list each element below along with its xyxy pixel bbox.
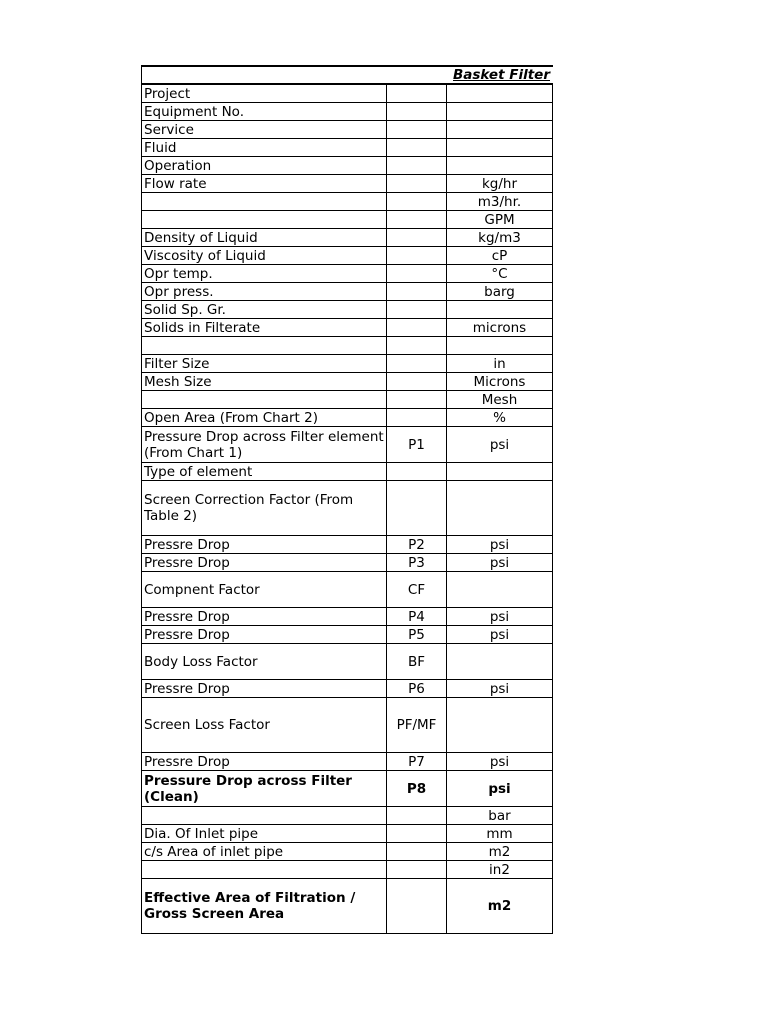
row-symbol-cell[interactable] <box>387 391 447 409</box>
row-label-cell[interactable]: Viscosity of Liquid <box>142 247 387 265</box>
datasheet-row <box>142 391 553 409</box>
row-unit-cell[interactable] <box>447 337 553 355</box>
row-unit-cell[interactable]: % <box>447 409 553 427</box>
row-symbol-cell[interactable] <box>387 825 447 843</box>
datasheet-row <box>142 771 553 807</box>
row-symbol-cell[interactable]: P1 <box>387 427 447 463</box>
row-label-cell[interactable]: Project <box>142 85 387 103</box>
row-unit-cell[interactable] <box>447 121 553 139</box>
row-symbol-cell[interactable] <box>387 319 447 337</box>
row-unit-cell[interactable]: m3/hr. <box>447 193 553 211</box>
row-symbol-cell[interactable]: P5 <box>387 626 447 644</box>
row-label-cell[interactable]: Filter Size <box>142 355 387 373</box>
row-symbol-cell[interactable] <box>387 463 447 481</box>
datasheet-row <box>142 626 553 644</box>
datasheet-row <box>142 825 553 843</box>
datasheet-row <box>142 175 553 193</box>
row-symbol-cell[interactable]: P2 <box>387 536 447 554</box>
row-label-cell[interactable]: Solids in Filterate <box>142 319 387 337</box>
row-label-cell[interactable] <box>142 861 387 879</box>
row-label-cell[interactable]: Opr press. <box>142 283 387 301</box>
datasheet-row <box>142 554 553 572</box>
datasheet-row <box>142 211 553 229</box>
row-label-cell[interactable]: Pressre Drop <box>142 753 387 771</box>
datasheet-row <box>142 463 553 481</box>
row-label-cell[interactable]: Open Area (From Chart 2) <box>142 409 387 427</box>
datasheet-row <box>142 753 553 771</box>
datasheet-row <box>142 373 553 391</box>
row-label-cell[interactable]: Mesh Size <box>142 373 387 391</box>
datasheet-row <box>142 229 553 247</box>
row-unit-cell[interactable] <box>447 644 553 680</box>
row-unit-cell[interactable]: GPM <box>447 211 553 229</box>
row-symbol-cell[interactable] <box>387 283 447 301</box>
row-symbol-cell[interactable] <box>387 879 447 934</box>
row-unit-cell[interactable] <box>447 103 553 121</box>
row-symbol-cell[interactable] <box>387 807 447 825</box>
datasheet-row <box>142 319 553 337</box>
row-unit-cell[interactable]: psi <box>447 753 553 771</box>
datasheet-row <box>142 427 553 463</box>
row-label-cell[interactable]: Type of element <box>142 463 387 481</box>
row-unit-cell[interactable]: kg/m3 <box>447 229 553 247</box>
row-label-cell[interactable] <box>142 807 387 825</box>
row-label-cell[interactable] <box>142 337 387 355</box>
datasheet-row <box>142 265 553 283</box>
datasheet-table <box>141 84 553 934</box>
row-symbol-cell[interactable] <box>387 337 447 355</box>
row-symbol-cell[interactable] <box>387 157 447 175</box>
row-unit-cell[interactable]: bar <box>447 807 553 825</box>
datasheet-row <box>142 337 553 355</box>
datasheet-row <box>142 85 553 103</box>
row-symbol-cell[interactable] <box>387 355 447 373</box>
datasheet-row <box>142 247 553 265</box>
datasheet-row <box>142 283 553 301</box>
sheet-title-row <box>141 65 553 84</box>
row-symbol-cell[interactable] <box>387 211 447 229</box>
datasheet-rows <box>142 85 553 934</box>
row-symbol-cell[interactable] <box>387 265 447 283</box>
row-unit-cell[interactable]: m2 <box>447 843 553 861</box>
row-unit-cell[interactable]: m2 <box>447 879 553 934</box>
row-symbol-cell[interactable]: P7 <box>387 753 447 771</box>
row-unit-cell[interactable]: psi <box>447 771 553 807</box>
row-label-cell[interactable] <box>142 391 387 409</box>
datasheet-row <box>142 121 553 139</box>
row-label-cell[interactable]: Operation <box>142 157 387 175</box>
datasheet-row <box>142 536 553 554</box>
datasheet-row <box>142 103 553 121</box>
row-unit-cell[interactable]: in <box>447 355 553 373</box>
row-symbol-cell[interactable] <box>387 103 447 121</box>
datasheet-row <box>142 698 553 753</box>
row-symbol-cell[interactable]: P8 <box>387 771 447 807</box>
row-unit-cell[interactable]: microns <box>447 319 553 337</box>
datasheet-row <box>142 644 553 680</box>
row-unit-cell[interactable]: psi <box>447 427 553 463</box>
datasheet-row <box>142 157 553 175</box>
row-label-cell[interactable]: Pressre Drop <box>142 626 387 644</box>
basket-filter-sheet <box>141 65 553 934</box>
row-symbol-cell[interactable] <box>387 301 447 319</box>
row-label-cell[interactable]: Pressre Drop <box>142 680 387 698</box>
datasheet-row <box>142 807 553 825</box>
row-unit-cell[interactable]: psi <box>447 608 553 626</box>
row-label-cell[interactable]: Dia. Of Inlet pipe <box>142 825 387 843</box>
row-unit-cell[interactable]: psi <box>447 536 553 554</box>
row-symbol-cell[interactable] <box>387 247 447 265</box>
row-unit-cell[interactable] <box>447 301 553 319</box>
datasheet-row <box>142 139 553 157</box>
row-label-cell[interactable] <box>142 193 387 211</box>
row-symbol-cell[interactable] <box>387 409 447 427</box>
datasheet-row <box>142 879 553 934</box>
row-unit-cell[interactable] <box>447 572 553 608</box>
row-symbol-cell[interactable]: BF <box>387 644 447 680</box>
row-unit-cell[interactable] <box>447 157 553 175</box>
row-symbol-cell[interactable] <box>387 373 447 391</box>
row-symbol-cell[interactable]: P6 <box>387 680 447 698</box>
row-label-cell[interactable]: Pressre Drop <box>142 536 387 554</box>
row-unit-cell[interactable] <box>447 698 553 753</box>
row-symbol-cell[interactable] <box>387 229 447 247</box>
row-unit-cell[interactable]: °C <box>447 265 553 283</box>
row-label-cell[interactable]: c/s Area of inlet pipe <box>142 843 387 861</box>
row-symbol-cell[interactable] <box>387 481 447 536</box>
row-label-cell[interactable]: Flow rate <box>142 175 387 193</box>
row-label-cell[interactable]: Fluid <box>142 139 387 157</box>
row-label-cell[interactable]: Screen Correction Factor (From Table 2) <box>142 481 387 536</box>
row-unit-cell[interactable]: Mesh <box>447 391 553 409</box>
row-label-cell[interactable] <box>142 211 387 229</box>
row-label-cell[interactable]: Solid Sp. Gr. <box>142 301 387 319</box>
row-label-cell[interactable]: Density of Liquid <box>142 229 387 247</box>
row-unit-cell[interactable]: kg/hr <box>447 175 553 193</box>
row-symbol-cell[interactable] <box>387 193 447 211</box>
row-symbol-cell[interactable] <box>387 861 447 879</box>
row-label-cell[interactable]: Service <box>142 121 387 139</box>
row-unit-cell[interactable]: psi <box>447 554 553 572</box>
datasheet-row <box>142 680 553 698</box>
row-symbol-cell[interactable]: P4 <box>387 608 447 626</box>
sheet-title: Basket Filter <box>453 67 550 83</box>
datasheet-row <box>142 355 553 373</box>
row-label-cell[interactable]: Compnent Factor <box>142 572 387 608</box>
row-label-cell[interactable]: Body Loss Factor <box>142 644 387 680</box>
row-unit-cell[interactable]: barg <box>447 283 553 301</box>
datasheet-row <box>142 481 553 536</box>
datasheet-row <box>142 409 553 427</box>
row-unit-cell[interactable] <box>447 85 553 103</box>
row-label-cell[interactable]: Pressure Drop across Filter (Clean) <box>142 771 387 807</box>
datasheet-row <box>142 608 553 626</box>
row-symbol-cell[interactable] <box>387 121 447 139</box>
datasheet-row <box>142 301 553 319</box>
row-unit-cell[interactable] <box>447 463 553 481</box>
row-symbol-cell[interactable]: P3 <box>387 554 447 572</box>
datasheet-row <box>142 193 553 211</box>
row-label-cell[interactable]: Pressre Drop <box>142 608 387 626</box>
row-unit-cell[interactable]: psi <box>447 626 553 644</box>
row-unit-cell[interactable]: mm <box>447 825 553 843</box>
row-unit-cell[interactable]: psi <box>447 680 553 698</box>
row-label-cell[interactable]: Equipment No. <box>142 103 387 121</box>
row-symbol-cell[interactable] <box>387 85 447 103</box>
row-symbol-cell[interactable] <box>387 843 447 861</box>
row-unit-cell[interactable]: in2 <box>447 861 553 879</box>
row-label-cell[interactable]: Screen Loss Factor <box>142 698 387 753</box>
datasheet-row <box>142 843 553 861</box>
row-symbol-cell[interactable]: CF <box>387 572 447 608</box>
datasheet-row <box>142 572 553 608</box>
row-symbol-cell[interactable]: PF/MF <box>387 698 447 753</box>
row-label-cell[interactable]: Opr temp. <box>142 265 387 283</box>
row-unit-cell[interactable] <box>447 139 553 157</box>
datasheet-row <box>142 861 553 879</box>
row-unit-cell[interactable] <box>447 481 553 536</box>
row-symbol-cell[interactable] <box>387 139 447 157</box>
row-label-cell[interactable]: Pressre Drop <box>142 554 387 572</box>
row-label-cell[interactable]: Effective Area of Filtration / Gross Screen Area <box>142 879 387 934</box>
row-unit-cell[interactable]: Microns <box>447 373 553 391</box>
row-label-cell[interactable]: Pressure Drop across Filter element (From Chart 1) <box>142 427 387 463</box>
row-symbol-cell[interactable] <box>387 175 447 193</box>
row-unit-cell[interactable]: cP <box>447 247 553 265</box>
